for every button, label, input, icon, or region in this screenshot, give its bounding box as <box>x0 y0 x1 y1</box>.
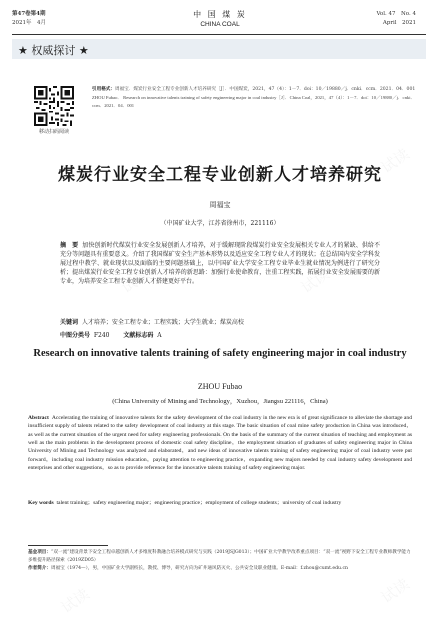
funding-note <box>28 549 412 565</box>
author-cn: 周福宝 <box>209 201 231 209</box>
classification-row <box>60 331 380 340</box>
affiliation-cn: （中国矿业大学，江苏省徐州市，221116） <box>160 220 280 227</box>
author-bio <box>28 565 412 573</box>
abstract-cn-text: 加快创新时代煤炭行业安全发展创新人才培养，对于缓解现阶段煤炭行业安全发展相关专业人才的紧缺、供给不充分等问题具有重要意义。介绍了我国煤矿安全生产基本形势以及适应安全工程专业人才的现状；在总结国内安全学科发展过程中教学、就业现状以及面临的主要问题基础上，以中国矿业大学安全工程专业毕业生就业情况为例进行了研究分析；提出煤炭行业安全工程专业创新人才培养的新思路：加强行业使命教育，注重工程实践，拓展行业安全发展需要的新专业，为培养安全工程专业创新人才搭建更好平台。 <box>60 242 380 285</box>
author-bio-label: 作者简介： <box>28 566 51 571</box>
affiliation-en: (China University of Mining and Technology，Xuzhou，Jiangsu 221116，China) <box>112 398 328 405</box>
abstract-en-label: Abstract <box>28 415 49 421</box>
doc-code-value: A <box>157 332 162 339</box>
issue-cn: 第47卷第4期 <box>12 11 46 17</box>
section-banner <box>12 39 426 59</box>
funding-label: 基金项目： <box>28 550 51 555</box>
abstract-cn-label: 摘 要 <box>60 242 79 249</box>
citation-cn-label: 引用格式： <box>92 87 115 92</box>
citation-cn <box>92 86 426 93</box>
footnote-rule <box>28 545 108 546</box>
qr-caption: 移动扫码阅读 <box>38 129 69 135</box>
clc-value: F240 <box>93 332 110 339</box>
header-right <box>376 10 416 28</box>
article-title-cn: 煤炭行业安全工程专业创新人才培养研究 <box>58 165 382 185</box>
footnote <box>28 549 412 573</box>
abstract-en-text: Accelerating the training of innovative talents for the safety development of the coal industry in the new era is of great significance to alleviate the shortage and insufficient supply of talents related to the safety development of coal industry at this stage. The basic situation of coal mine safety production in China was introduced，as well as the current situation of the urgent need for safety engineering professionals. On the basis of the summary of the current situation of teaching and employment as well as the main problems in the development process of domestic coal safety discipline，the employment situation of graduates of safety engineering major in China University of Mining and Technology was analyzed and elaborated，and new ideas of innovative talents training of safety engineering major of coal industry were put forward，including coal industry mission education，paying attention to engineering practice，expanding new majors needed by coal industry safety development and enterprises and other suggestions，so as to provide reference for the innovative talents training of safety engineering major. <box>28 415 413 472</box>
citation-en <box>92 94 426 109</box>
keywords-en <box>28 499 412 507</box>
section-banner-label: ★ 权威探讨 ★ <box>18 44 89 57</box>
watermark <box>57 583 94 617</box>
keywords-en-text: talent training；safety engineering major；engineering practice；employment of college students；university of coal industry <box>56 500 342 506</box>
author-bio-text: 周福宝（1974—），男，中国矿业大学副校长，教授、博导，研究方向为矿井通风防灭火、公共安全及职业健康。E-mail：f.zhou@cumt.edu.cn <box>50 566 348 571</box>
doc-code-label: 文献标志码 <box>123 332 154 339</box>
citation-en-text: Research on innovative talents training of safety engineering major in coal industry［J］．China Coal，2021，47（4）：1－7．doi：10／19880／j．cnki．ccm．2021．04．001 <box>92 95 416 108</box>
author-en: ZHOU Fubao <box>197 382 243 391</box>
keywords-en-label: Key words <box>28 500 54 506</box>
watermark <box>377 573 414 607</box>
keywords-cn-text: 人才培养；安全工程专业；工程实践；大学生就业；煤炭高校 <box>81 319 244 326</box>
citation-cn-text: 周福宝．煤炭行业安全工程专业创新人才培养研究［J］．中国煤炭，2021，47（4）：1－7．doi：10／19880／j．cnki．ccm．2021．04．001 <box>114 87 416 92</box>
date-en: April 2021 <box>382 20 416 26</box>
journal-name-cn: 中 国 煤 炭 <box>193 10 247 19</box>
journal-masthead <box>0 10 440 29</box>
citation-block <box>92 86 426 109</box>
qr-code-icon[interactable] <box>34 86 74 126</box>
date-cn: 2021年 4月 <box>12 20 46 26</box>
citation-en-label: ZHOU Fubao． <box>92 95 122 101</box>
keywords-cn-label: 关键词 <box>60 319 79 326</box>
vol-en: Vol. 47 No. 4 <box>376 11 416 17</box>
article-title-en: Research on innovative talents training of safety engineering major in coal industry <box>33 348 407 359</box>
header-rule <box>12 34 426 35</box>
journal-name-en: CHINA COAL <box>200 21 240 28</box>
clc-label: 中图分类号 <box>60 332 91 339</box>
keywords-cn <box>60 318 380 327</box>
funding-text: “双一流”建设背景下安全工程卓越创新人才多维度科教融合培养模式研究与实践（2019JSJG013）；中国矿业大学教学改革重点项目：“双一流”视野下安全工程专业教师教学能力多维提升路径探索（2019ZD05） <box>28 550 411 563</box>
